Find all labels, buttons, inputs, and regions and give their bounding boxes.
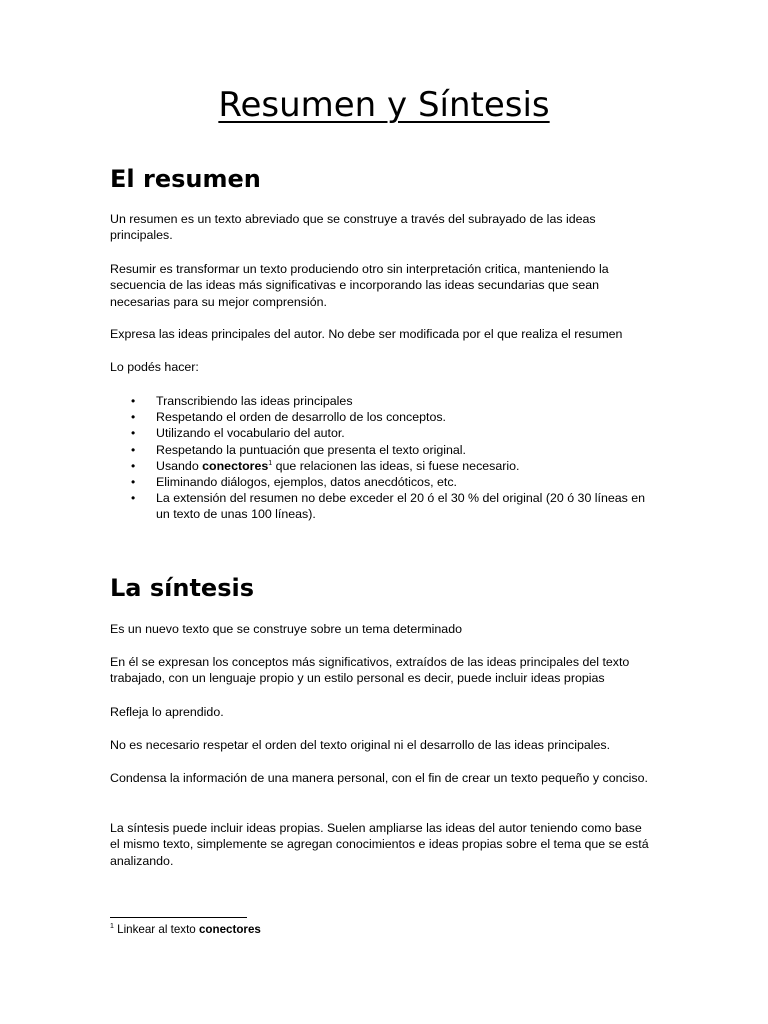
list-item-text: Respetando la puntuación que presenta el texto original.: [156, 442, 466, 457]
resumen-bullet-list: [110, 393, 650, 523]
list-item: [110, 409, 650, 425]
sintesis-paragraph-5: Condensa la información de una manera personal, con el fin de crear un texto pequeño y conciso.: [110, 771, 648, 785]
bullet-icon: •: [131, 410, 136, 425]
list-item: [110, 425, 650, 441]
footnote-ref[interactable]: 1: [268, 459, 273, 467]
list-item: [110, 442, 650, 458]
list-item-text: Respetando el orden de desarrollo de los conceptos.: [156, 410, 446, 425]
bullet-icon: •: [131, 426, 136, 441]
list-item: [110, 474, 650, 490]
document-title-text: Resumen y Síntesis: [218, 85, 550, 125]
list-item: [110, 458, 650, 474]
heading-sintesis: La síntesis: [110, 574, 254, 602]
resumen-paragraph-1: Un resumen es un texto abreviado que se construye a través del subrayado de las ideas principales.: [110, 212, 596, 243]
list-item-text: Utilizando el vocabulario del autor.: [156, 426, 345, 441]
bullet-icon: •: [131, 475, 136, 490]
list-item: [110, 393, 650, 409]
footnote-number: 1: [110, 923, 114, 931]
list-item-text: La extensión del resumen no debe exceder el 20 ó el 30 % del original (20 ó 30 líneas en un texto de unas 100 líneas).: [156, 491, 646, 522]
link-conectores[interactable]: conectores: [202, 458, 269, 473]
bullet-icon: •: [131, 458, 136, 473]
heading-resumen: El resumen: [110, 165, 261, 193]
bullet-icon: •: [131, 442, 136, 457]
resumen-paragraph-4: Lo podés hacer:: [110, 360, 199, 374]
list-item: [110, 490, 650, 522]
footnote: [110, 922, 261, 938]
sintesis-paragraph-2: En él se expresan los conceptos más significativos, extraídos de las ideas principales del texto trabajado, con un lenguaje propio y un estilo personal es decir, puede incluir ideas propias: [110, 655, 630, 686]
list-item-text-after: que relacionen las ideas, si fuese necesario.: [272, 458, 520, 473]
bullet-icon: •: [131, 394, 136, 408]
list-item-text: Transcribiendo las ideas principales: [156, 394, 353, 408]
footnote-text: Linkear al texto: [113, 923, 199, 936]
sintesis-paragraph-6: La síntesis puede incluir ideas propias. Suelen ampliarse las ideas del autor teniendo como base el mismo texto, simplemente se agregan conocimientos e ideas propias sobre el tema que se está analizando.: [110, 821, 649, 868]
list-item-text: Eliminando diálogos, ejemplos, datos anecdóticos, etc.: [156, 475, 457, 490]
footnote-link-conectores[interactable]: conectores: [198, 923, 261, 936]
list-item-text-before: Usando: [156, 458, 203, 473]
bullet-icon: •: [131, 491, 136, 506]
resumen-paragraph-2: Resumir es transformar un texto produciendo otro sin interpretación critica, manteniendo la secuencia de las ideas más significativas e incorporando las ideas secundarias que sean necesarias para su mejor comprensión.: [110, 262, 609, 309]
sintesis-paragraph-1: Es un nuevo texto que se construye sobre un tema determinado: [110, 622, 462, 636]
sintesis-paragraph-3: Refleja lo aprendido.: [110, 705, 224, 719]
document-title: [0, 84, 768, 126]
footnote-separator: [110, 917, 247, 918]
resumen-paragraph-3: Expresa las ideas principales del autor. No debe ser modificada por el que realiza el resumen: [110, 327, 623, 341]
sintesis-paragraph-4: No es necesario respetar el orden del texto original ni el desarrollo de las ideas principales.: [110, 738, 611, 752]
